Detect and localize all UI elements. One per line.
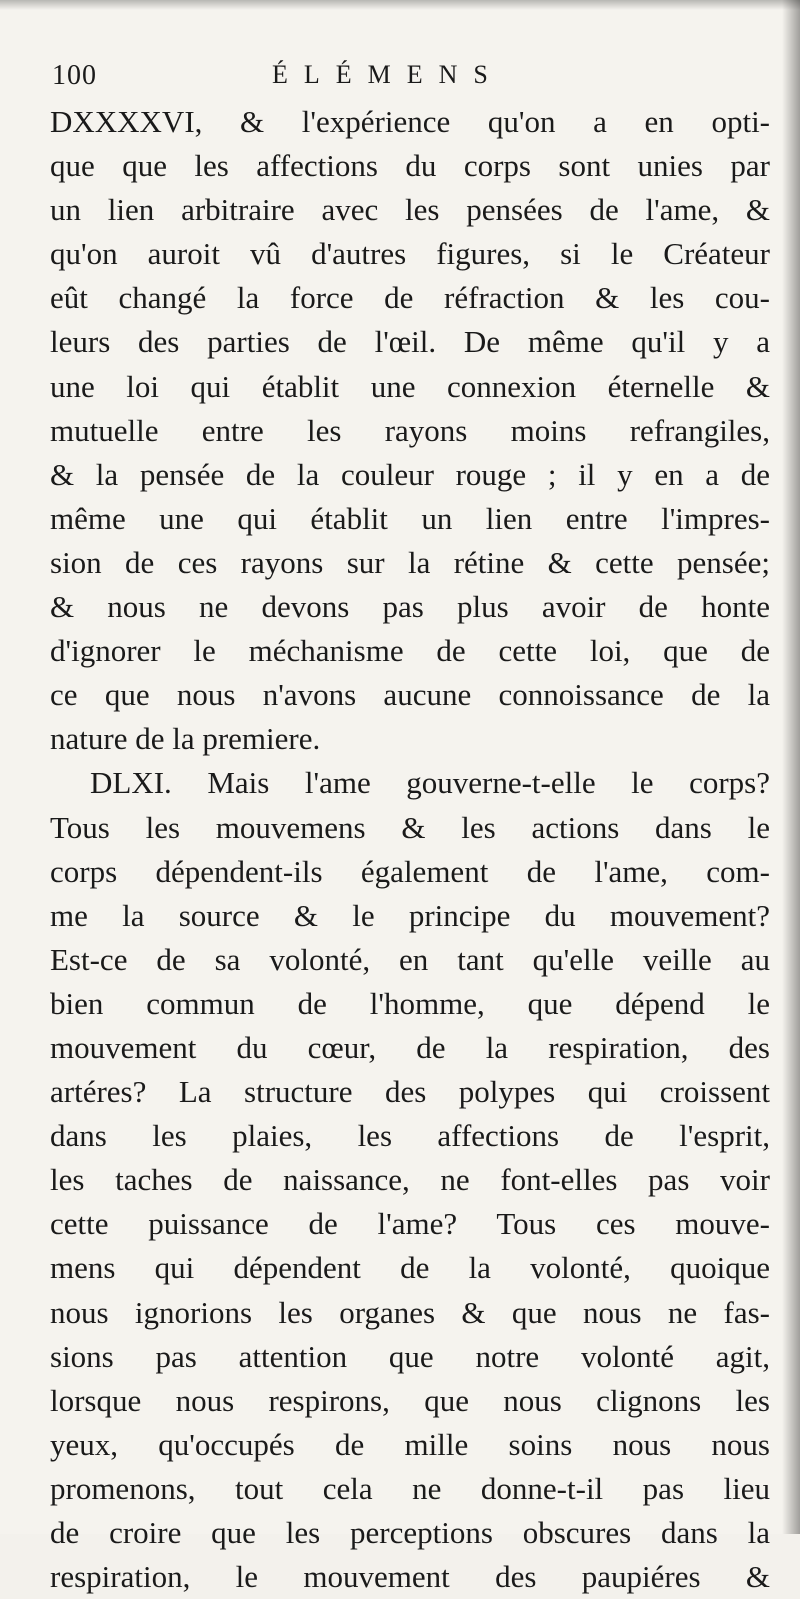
page-top-shadow bbox=[0, 0, 800, 10]
text-line: qu'on auroit vû d'autres figures, si le Créateur bbox=[50, 236, 770, 272]
text-line: même une qui établit un lien entre l'impres- bbox=[50, 500, 770, 536]
text-line: & nous ne devons pas plus avoir de honte bbox=[50, 589, 770, 625]
text-line: yeux, qu'occupés de mille soins nous nous bbox=[50, 1426, 770, 1462]
text-line: bien commun de l'homme, que dépend le bbox=[50, 985, 770, 1021]
paragraph-start-line: DLXI. Mais l'ame gouverne-t-elle le corps? bbox=[90, 765, 770, 801]
text-line: & la pensée de la couleur rouge ; il y en a de bbox=[50, 456, 770, 492]
page-gutter-shadow bbox=[782, 0, 800, 1534]
text-line: nous ignorions les organes & que nous ne fas- bbox=[50, 1294, 770, 1330]
text-line: respiration, le mouvement des paupiéres & bbox=[50, 1559, 770, 1595]
text-line: corps dépendent-ils également de l'ame, com- bbox=[50, 853, 770, 889]
text-line: eût changé la force de réfraction & les cou- bbox=[50, 280, 770, 316]
text-line: que que les affections du corps sont unies par bbox=[50, 148, 770, 184]
text-line: ce que nous n'avons aucune connoissance de la bbox=[50, 677, 770, 713]
text-line: mens qui dépendent de la volonté, quoique bbox=[50, 1250, 770, 1286]
text-line: de croire que les perceptions obscures dans la bbox=[50, 1515, 770, 1550]
text-line: lorsque nous respirons, que nous clignons les bbox=[50, 1382, 770, 1418]
text-line: artéres? La structure des polypes qui croissent bbox=[50, 1074, 770, 1110]
text-line: d'ignorer le méchanisme de cette loi, que de bbox=[50, 633, 770, 669]
text-line: me la source & le principe du mouvement? bbox=[50, 897, 770, 933]
text-line: mutuelle entre les rayons moins refrangiles, bbox=[50, 412, 770, 448]
text-line: nature de la premiere. bbox=[50, 721, 321, 757]
text-line: Est-ce de sa volonté, en tant qu'elle veille au bbox=[50, 941, 770, 977]
page-number: 100 bbox=[52, 60, 97, 91]
text-line: dans les plaies, les affections de l'esprit, bbox=[50, 1118, 770, 1154]
text-line: sions pas attention que notre volonté agit, bbox=[50, 1338, 770, 1374]
text-line: sion de ces rayons sur la rétine & cette pensée; bbox=[50, 544, 770, 580]
text-line: mouvement du cœur, de la respiration, des bbox=[50, 1029, 770, 1065]
text-line: un lien arbitraire avec les pensées de l'ame, & bbox=[50, 192, 770, 228]
text-line: DXXXXVI, & l'expérience qu'on a en opti- bbox=[50, 104, 770, 139]
text-line: Tous les mouvemens & les actions dans le bbox=[50, 809, 770, 845]
text-line: promenons, tout cela ne donne-t-il pas lieu bbox=[50, 1470, 770, 1506]
text-line: une loi qui établit une connexion éternelle & bbox=[50, 368, 770, 404]
body-text bbox=[50, 100, 770, 1599]
running-head: ÉLÉMENS bbox=[272, 60, 504, 89]
text-line: les taches de naissance, ne font-elles pas voir bbox=[50, 1162, 770, 1198]
text-line: leurs des parties de l'œil. De même qu'il y a bbox=[50, 324, 770, 360]
page-header bbox=[52, 56, 752, 106]
text-line: cette puissance de l'ame? Tous ces mouve- bbox=[50, 1206, 770, 1242]
